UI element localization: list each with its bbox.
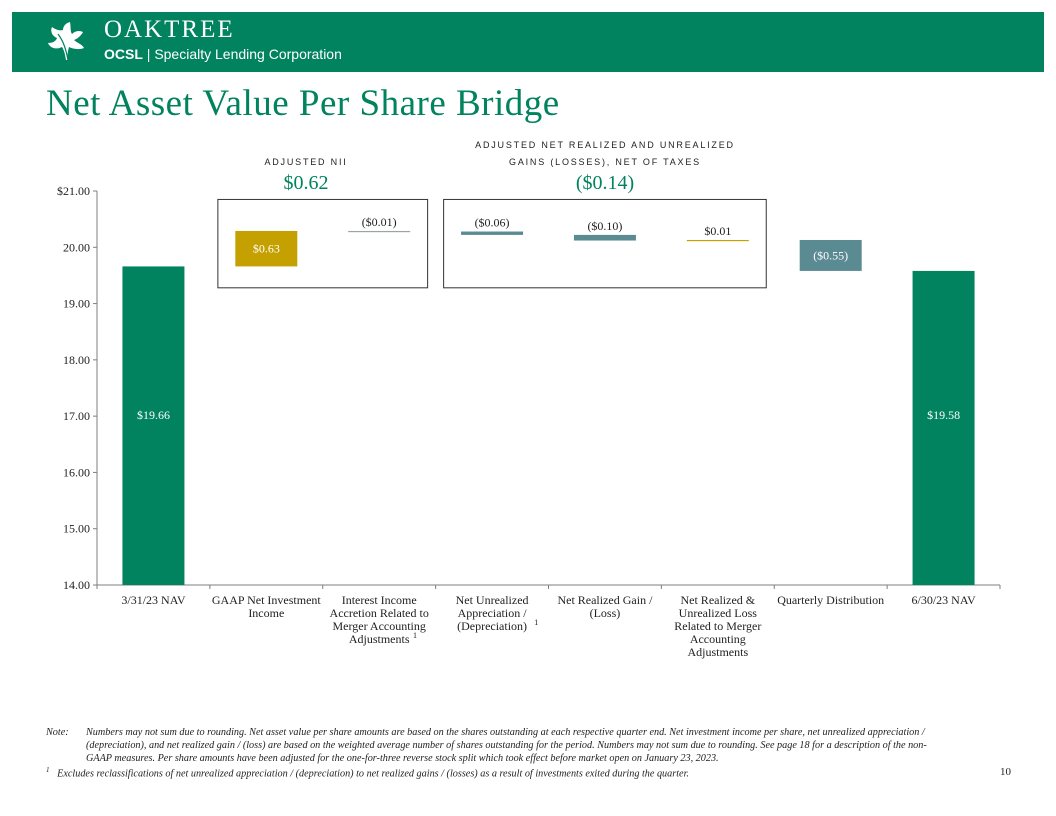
brand-ticker: OCSL <box>104 46 143 62</box>
category-footnote-marker: 1 <box>412 631 417 640</box>
group-label-line: ADJUSTED NII <box>264 157 348 167</box>
y-tick-label: 20.00 <box>63 240 90 255</box>
group-value-adjusted-nii: $0.62 <box>283 172 329 194</box>
footnote <box>46 766 946 779</box>
x-category-label: (Depreciation) <box>457 619 528 633</box>
brand-company: Specialty Lending Corporation <box>154 46 342 62</box>
footnote-text: Excludes reclassifications of net unrealized appreciation / (depreciation) to net realized gains / (losses) as a result of investments exited during the quarter. <box>57 768 689 780</box>
bar-value-label: ($0.55) <box>813 248 849 263</box>
x-category-label: Accounting <box>689 632 746 646</box>
bar-value-label: $19.58 <box>927 407 961 422</box>
group-box <box>444 199 767 287</box>
bar-value-label: $0.63 <box>252 241 280 256</box>
bar <box>687 240 749 241</box>
group-label-line: ADJUSTED NET REALIZED AND UNREALIZED <box>475 140 735 150</box>
x-category-label: Unrealized Loss <box>678 606 757 620</box>
x-category-label: 3/31/23 NAV <box>121 593 186 607</box>
x-category-label: GAAP Net Investment <box>211 593 321 607</box>
group-label-line: GAINS (LOSSES), NET OF TAXES <box>509 157 701 167</box>
bar-value-label: $19.66 <box>136 407 170 422</box>
footnote-marker: 1 <box>46 766 50 774</box>
x-category-label: Adjustments <box>687 645 749 659</box>
bar <box>348 231 410 232</box>
y-tick-label: 15.00 <box>63 521 90 536</box>
x-category-label: Net Unrealized <box>455 593 529 607</box>
y-tick-label: 14.00 <box>63 578 90 592</box>
bar-value-label: ($0.10) <box>587 218 623 233</box>
page-number: 10 <box>1000 766 1011 778</box>
group-value-gains-losses: ($0.14) <box>575 172 635 194</box>
x-category-label: Appreciation / <box>457 606 527 620</box>
y-tick-label: 17.00 <box>63 409 90 424</box>
bar <box>574 235 636 241</box>
y-tick-label: 19.00 <box>63 296 90 311</box>
x-category-label: Related to Merger <box>674 619 762 633</box>
category-footnote-marker: 1 <box>534 618 539 627</box>
y-tick-label: 16.00 <box>63 465 90 480</box>
x-category-label: Merger Accounting <box>332 619 426 633</box>
bar <box>461 232 523 235</box>
x-category-label: Interest Income <box>341 593 417 607</box>
x-category-label: Income <box>248 606 285 620</box>
note-label: Note: <box>46 727 69 738</box>
bar-value-label: ($0.06) <box>474 215 510 230</box>
bar <box>913 271 975 585</box>
bar-value-label: $0.01 <box>704 223 732 238</box>
bar-value-label: ($0.01) <box>361 214 397 229</box>
brand-name: OAKTREE <box>104 16 235 43</box>
bar <box>122 266 184 585</box>
note-text: Numbers may not sum due to rounding. Net asset value per share amounts are based on the shares outstanding at each respective quarter end. Net investment income per share, net unrealized appreciation / (depreciation), and net realized gain / (loss) are based on the weighted average number of shares outstanding for the period. Numbers may not sum due to rounding. See page 18 for a description of the non-GAAP measures. Per share amounts have been adjusted for the one-for-three reverse stock split which took effect before market open on January 23, 2023. <box>86 727 927 764</box>
page-title: Net Asset Value Per Share Bridge <box>46 83 560 124</box>
y-tick-label: $21.00 <box>57 184 90 198</box>
x-category-label: Net Realized Gain / <box>557 593 653 607</box>
x-category-label: Accretion Related to <box>329 606 429 620</box>
x-category-label: Adjustments <box>348 632 410 646</box>
x-category-label: Quarterly Distribution <box>777 593 885 607</box>
x-category-label: 6/30/23 NAV <box>911 593 976 607</box>
x-category-label: Net Realized & <box>680 593 756 607</box>
brand-separator: | <box>146 46 151 62</box>
y-tick-label: 18.00 <box>63 352 90 367</box>
x-category-label: (Loss) <box>589 606 621 620</box>
